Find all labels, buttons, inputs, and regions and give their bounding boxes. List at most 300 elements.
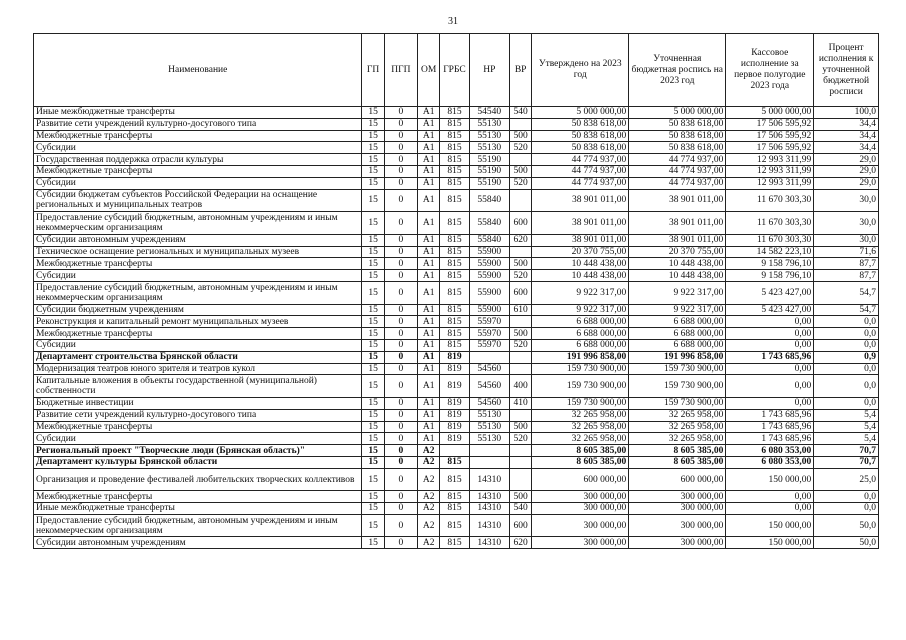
cell-om: A2 <box>418 514 440 537</box>
cell-pgp: 0 <box>384 514 417 537</box>
cell-om: A1 <box>418 316 440 328</box>
cell-np: 14310 <box>469 537 509 549</box>
cell-approved: 20 370 755,00 <box>532 246 629 258</box>
table-row <box>34 316 879 328</box>
cell-grbs: 815 <box>440 537 469 549</box>
cell-pgp: 0 <box>384 397 417 409</box>
cell-vr: 600 <box>510 212 532 235</box>
cell-refined: 8 605 385,00 <box>629 445 726 457</box>
cell-approved: 300 000,00 <box>532 537 629 549</box>
cell-np: 55190 <box>469 154 509 166</box>
table-row <box>34 339 879 351</box>
cell-percent: 30,0 <box>814 234 879 246</box>
cell-refined: 6 688 000,00 <box>629 316 726 328</box>
cell-gp: 15 <box>362 304 384 316</box>
header-name: Наименование <box>34 34 362 107</box>
table-row <box>34 397 879 409</box>
cell-vr: 610 <box>510 304 532 316</box>
cell-np: 14310 <box>469 468 509 491</box>
cell-pgp: 0 <box>384 537 417 549</box>
cell-om: A1 <box>418 397 440 409</box>
cell-approved: 159 730 900,00 <box>532 375 629 398</box>
table-row <box>34 433 879 445</box>
cell-om: A1 <box>418 212 440 235</box>
cell-vr: 500 <box>510 491 532 503</box>
cell-cash: 0,00 <box>726 375 814 398</box>
cell-vr <box>510 246 532 258</box>
cell-percent: 87,7 <box>814 258 879 270</box>
cell-gp: 15 <box>362 316 384 328</box>
cell-pgp: 0 <box>384 456 417 468</box>
cell-om: A1 <box>418 328 440 340</box>
cell-vr: 600 <box>510 281 532 304</box>
cell-cash: 5 000 000,00 <box>726 107 814 119</box>
header-gp: ГП <box>362 34 384 107</box>
cell-cash: 150 000,00 <box>726 468 814 491</box>
cell-grbs: 815 <box>440 468 469 491</box>
cell-cash: 150 000,00 <box>726 514 814 537</box>
cell-grbs: 815 <box>440 503 469 515</box>
cell-pgp: 0 <box>384 270 417 282</box>
cell-refined: 20 370 755,00 <box>629 246 726 258</box>
cell-grbs: 815 <box>440 142 469 154</box>
cell-grbs <box>440 445 469 457</box>
cell-approved: 50 838 618,00 <box>532 130 629 142</box>
cell-vr: 500 <box>510 328 532 340</box>
cell-refined: 8 605 385,00 <box>629 456 726 468</box>
cell-name: Межбюджетные трансферты <box>34 130 362 142</box>
cell-percent: 30,0 <box>814 189 879 212</box>
cell-vr <box>510 154 532 166</box>
cell-name: Развитие сети учреждений культурно-досугового типа <box>34 409 362 421</box>
cell-name: Реконструкция и капитальный ремонт муниципальных музеев <box>34 316 362 328</box>
cell-refined: 600 000,00 <box>629 468 726 491</box>
cell-pgp: 0 <box>384 212 417 235</box>
cell-refined: 9 922 317,00 <box>629 281 726 304</box>
cell-np: 54540 <box>469 107 509 119</box>
cell-grbs: 815 <box>440 154 469 166</box>
cell-om: A1 <box>418 154 440 166</box>
cell-approved: 300 000,00 <box>532 514 629 537</box>
cell-gp: 15 <box>362 339 384 351</box>
header-np: НР <box>469 34 509 107</box>
cell-name: Субсидии автономным учреждениям <box>34 234 362 246</box>
cell-om: A2 <box>418 445 440 457</box>
cell-approved: 44 774 937,00 <box>532 154 629 166</box>
cell-cash: 17 506 595,92 <box>726 130 814 142</box>
cell-refined: 50 838 618,00 <box>629 130 726 142</box>
cell-np: 55840 <box>469 234 509 246</box>
cell-percent: 0,0 <box>814 328 879 340</box>
cell-approved: 32 265 958,00 <box>532 433 629 445</box>
cell-om: A2 <box>418 491 440 503</box>
cell-percent: 34,4 <box>814 142 879 154</box>
cell-vr: 500 <box>510 165 532 177</box>
cell-gp: 15 <box>362 165 384 177</box>
cell-np: 55190 <box>469 165 509 177</box>
cell-grbs: 815 <box>440 281 469 304</box>
cell-refined: 300 000,00 <box>629 503 726 515</box>
cell-np: 55130 <box>469 433 509 445</box>
table-row <box>34 514 879 537</box>
cell-vr <box>510 363 532 375</box>
cell-vr <box>510 118 532 130</box>
cell-percent: 0,0 <box>814 363 879 375</box>
table-row <box>34 409 879 421</box>
cell-om: A1 <box>418 375 440 398</box>
cell-cash: 6 080 353,00 <box>726 445 814 457</box>
header-grbs: ГРБС <box>440 34 469 107</box>
cell-om: A1 <box>418 118 440 130</box>
cell-approved: 5 000 000,00 <box>532 107 629 119</box>
cell-gp: 15 <box>362 189 384 212</box>
cell-percent: 5,4 <box>814 409 879 421</box>
cell-grbs: 819 <box>440 351 469 363</box>
table-row <box>34 363 879 375</box>
cell-refined: 159 730 900,00 <box>629 375 726 398</box>
header-om: ОМ <box>418 34 440 107</box>
cell-name: Межбюджетные трансферты <box>34 421 362 433</box>
cell-grbs: 815 <box>440 246 469 258</box>
cell-vr <box>510 456 532 468</box>
cell-grbs: 815 <box>440 234 469 246</box>
cell-gp: 15 <box>362 107 384 119</box>
cell-grbs: 815 <box>440 118 469 130</box>
cell-percent: 70,7 <box>814 445 879 457</box>
cell-pgp: 0 <box>384 375 417 398</box>
cell-np: 55900 <box>469 281 509 304</box>
cell-pgp: 0 <box>384 445 417 457</box>
cell-percent: 50,0 <box>814 514 879 537</box>
cell-gp: 15 <box>362 456 384 468</box>
cell-grbs: 815 <box>440 165 469 177</box>
table-row <box>34 537 879 549</box>
cell-pgp: 0 <box>384 433 417 445</box>
cell-pgp: 0 <box>384 409 417 421</box>
cell-np: 14310 <box>469 491 509 503</box>
cell-gp: 15 <box>362 246 384 258</box>
cell-name: Предоставление субсидий бюджетным, автономным учреждениям и иным некоммерческим организациям <box>34 212 362 235</box>
cell-gp: 15 <box>362 281 384 304</box>
cell-percent: 50,0 <box>814 537 879 549</box>
cell-percent: 0,0 <box>814 375 879 398</box>
table-row <box>34 142 879 154</box>
cell-approved: 10 448 438,00 <box>532 258 629 270</box>
cell-refined: 300 000,00 <box>629 514 726 537</box>
cell-cash: 1 743 685,96 <box>726 409 814 421</box>
table-row <box>34 177 879 189</box>
cell-np: 55840 <box>469 189 509 212</box>
cell-approved: 10 448 438,00 <box>532 270 629 282</box>
cell-vr: 540 <box>510 107 532 119</box>
cell-approved: 600 000,00 <box>532 468 629 491</box>
cell-gp: 15 <box>362 130 384 142</box>
cell-refined: 10 448 438,00 <box>629 270 726 282</box>
cell-om: A1 <box>418 270 440 282</box>
cell-approved: 6 688 000,00 <box>532 328 629 340</box>
cell-approved: 159 730 900,00 <box>532 397 629 409</box>
cell-refined: 50 838 618,00 <box>629 142 726 154</box>
cell-name: Межбюджетные трансферты <box>34 258 362 270</box>
cell-pgp: 0 <box>384 316 417 328</box>
table-row <box>34 107 879 119</box>
cell-np <box>469 456 509 468</box>
cell-vr: 520 <box>510 270 532 282</box>
cell-vr: 620 <box>510 537 532 549</box>
cell-name: Субсидии <box>34 433 362 445</box>
table-row <box>34 468 879 491</box>
cell-approved: 6 688 000,00 <box>532 316 629 328</box>
cell-percent: 25,0 <box>814 468 879 491</box>
cell-approved: 9 922 317,00 <box>532 304 629 316</box>
cell-name: Субсидии бюджетам субъектов Российской Федерации на оснащение региональных и муниципальных театров <box>34 189 362 212</box>
cell-pgp: 0 <box>384 351 417 363</box>
cell-cash: 12 993 311,99 <box>726 154 814 166</box>
cell-grbs: 815 <box>440 491 469 503</box>
cell-refined: 10 448 438,00 <box>629 258 726 270</box>
cell-gp: 15 <box>362 491 384 503</box>
cell-refined: 159 730 900,00 <box>629 397 726 409</box>
cell-name: Департамент строительства Брянской области <box>34 351 362 363</box>
cell-vr: 520 <box>510 142 532 154</box>
cell-name: Субсидии автономным учреждениям <box>34 537 362 549</box>
cell-approved: 300 000,00 <box>532 491 629 503</box>
cell-gp: 15 <box>362 421 384 433</box>
table-body <box>34 107 879 549</box>
cell-cash: 9 158 796,10 <box>726 270 814 282</box>
cell-np: 54560 <box>469 363 509 375</box>
cell-percent: 87,7 <box>814 270 879 282</box>
table-row <box>34 258 879 270</box>
cell-percent: 34,4 <box>814 118 879 130</box>
cell-percent: 0,0 <box>814 339 879 351</box>
cell-name: Региональный проект "Творческие люди (Брянская область)" <box>34 445 362 457</box>
cell-approved: 32 265 958,00 <box>532 409 629 421</box>
cell-cash: 0,00 <box>726 328 814 340</box>
cell-cash: 14 582 223,10 <box>726 246 814 258</box>
cell-name: Организация и проведение фестивалей любительских творческих коллективов <box>34 468 362 491</box>
cell-name: Департамент культуры Брянской области <box>34 456 362 468</box>
cell-approved: 191 996 858,00 <box>532 351 629 363</box>
header-refined: Уточненная бюджетная роспись на 2023 год <box>629 34 726 107</box>
cell-name: Государственная поддержка отрасли культуры <box>34 154 362 166</box>
cell-om: A1 <box>418 142 440 154</box>
cell-pgp: 0 <box>384 491 417 503</box>
cell-grbs: 815 <box>440 316 469 328</box>
table-row <box>34 154 879 166</box>
cell-cash: 150 000,00 <box>726 537 814 549</box>
cell-np: 55900 <box>469 270 509 282</box>
cell-percent: 29,0 <box>814 165 879 177</box>
cell-vr: 520 <box>510 177 532 189</box>
cell-refined: 9 922 317,00 <box>629 304 726 316</box>
cell-percent: 0,0 <box>814 397 879 409</box>
cell-grbs: 819 <box>440 363 469 375</box>
cell-refined: 38 901 011,00 <box>629 189 726 212</box>
cell-vr <box>510 468 532 491</box>
cell-pgp: 0 <box>384 328 417 340</box>
cell-refined: 38 901 011,00 <box>629 212 726 235</box>
cell-om: A1 <box>418 421 440 433</box>
cell-gp: 15 <box>362 351 384 363</box>
cell-grbs: 819 <box>440 433 469 445</box>
cell-vr: 620 <box>510 234 532 246</box>
cell-name: Капитальные вложения в объекты государственной (муниципальной) собственности <box>34 375 362 398</box>
cell-vr: 500 <box>510 421 532 433</box>
cell-cash: 5 423 427,00 <box>726 304 814 316</box>
cell-gp: 15 <box>362 258 384 270</box>
cell-om: A1 <box>418 107 440 119</box>
cell-grbs: 815 <box>440 189 469 212</box>
cell-pgp: 0 <box>384 234 417 246</box>
cell-name: Субсидии <box>34 177 362 189</box>
cell-percent: 0,9 <box>814 351 879 363</box>
cell-grbs: 815 <box>440 328 469 340</box>
cell-cash: 17 506 595,92 <box>726 142 814 154</box>
cell-vr: 410 <box>510 397 532 409</box>
table-row <box>34 503 879 515</box>
cell-vr: 520 <box>510 433 532 445</box>
cell-vr: 540 <box>510 503 532 515</box>
cell-gp: 15 <box>362 328 384 340</box>
cell-refined: 44 774 937,00 <box>629 154 726 166</box>
cell-grbs: 815 <box>440 456 469 468</box>
cell-grbs: 815 <box>440 258 469 270</box>
cell-approved: 32 265 958,00 <box>532 421 629 433</box>
cell-refined: 44 774 937,00 <box>629 165 726 177</box>
cell-pgp: 0 <box>384 421 417 433</box>
cell-np: 55970 <box>469 339 509 351</box>
cell-percent: 54,7 <box>814 281 879 304</box>
cell-percent: 0,0 <box>814 503 879 515</box>
cell-cash: 1 743 685,96 <box>726 351 814 363</box>
cell-gp: 15 <box>362 375 384 398</box>
cell-np <box>469 445 509 457</box>
cell-percent: 0,0 <box>814 491 879 503</box>
cell-pgp: 0 <box>384 130 417 142</box>
cell-approved: 8 605 385,00 <box>532 445 629 457</box>
cell-name: Субсидии бюджетным учреждениям <box>34 304 362 316</box>
cell-np: 14310 <box>469 503 509 515</box>
table-row <box>34 421 879 433</box>
cell-gp: 15 <box>362 537 384 549</box>
cell-name: Предоставление субсидий бюджетным, автономным учреждениям и иным некоммерческим организациям <box>34 281 362 304</box>
cell-grbs: 815 <box>440 270 469 282</box>
cell-cash: 1 743 685,96 <box>726 421 814 433</box>
cell-cash: 12 993 311,99 <box>726 177 814 189</box>
cell-approved: 38 901 011,00 <box>532 234 629 246</box>
page-number: 31 <box>448 16 458 27</box>
cell-name: Межбюджетные трансферты <box>34 165 362 177</box>
cell-pgp: 0 <box>384 177 417 189</box>
cell-cash: 0,00 <box>726 491 814 503</box>
table-row <box>34 351 879 363</box>
cell-percent: 29,0 <box>814 154 879 166</box>
cell-name: Субсидии <box>34 339 362 351</box>
cell-np: 55130 <box>469 118 509 130</box>
cell-np: 55970 <box>469 316 509 328</box>
cell-np: 55900 <box>469 258 509 270</box>
cell-approved: 44 774 937,00 <box>532 177 629 189</box>
cell-pgp: 0 <box>384 363 417 375</box>
cell-vr <box>510 409 532 421</box>
cell-pgp: 0 <box>384 118 417 130</box>
cell-refined: 38 901 011,00 <box>629 234 726 246</box>
cell-np: 55130 <box>469 421 509 433</box>
cell-name: Модернизация театров юного зрителя и театров кукол <box>34 363 362 375</box>
cell-np: 55970 <box>469 328 509 340</box>
cell-percent: 71,6 <box>814 246 879 258</box>
cell-gp: 15 <box>362 433 384 445</box>
cell-om: A1 <box>418 281 440 304</box>
cell-cash: 1 743 685,96 <box>726 433 814 445</box>
cell-om: A1 <box>418 189 440 212</box>
cell-om: A1 <box>418 433 440 445</box>
cell-approved: 9 922 317,00 <box>532 281 629 304</box>
cell-cash: 17 506 595,92 <box>726 118 814 130</box>
cell-pgp: 0 <box>384 468 417 491</box>
cell-refined: 191 996 858,00 <box>629 351 726 363</box>
cell-refined: 44 774 937,00 <box>629 177 726 189</box>
cell-grbs: 815 <box>440 107 469 119</box>
cell-approved: 6 688 000,00 <box>532 339 629 351</box>
cell-approved: 50 838 618,00 <box>532 142 629 154</box>
cell-np: 54560 <box>469 375 509 398</box>
cell-refined: 300 000,00 <box>629 537 726 549</box>
cell-name: Бюджетные инвестиции <box>34 397 362 409</box>
cell-om: A2 <box>418 537 440 549</box>
cell-percent: 0,0 <box>814 316 879 328</box>
cell-cash: 5 423 427,00 <box>726 281 814 304</box>
cell-refined: 32 265 958,00 <box>629 433 726 445</box>
cell-refined: 6 688 000,00 <box>629 339 726 351</box>
cell-name: Предоставление субсидий бюджетным, автономным учреждениям и иным некоммерческим организациям <box>34 514 362 537</box>
cell-om: A1 <box>418 130 440 142</box>
cell-cash: 0,00 <box>726 316 814 328</box>
cell-pgp: 0 <box>384 339 417 351</box>
cell-om: A2 <box>418 468 440 491</box>
table-row <box>34 445 879 457</box>
cell-name: Межбюджетные трансферты <box>34 328 362 340</box>
cell-gp: 15 <box>362 503 384 515</box>
cell-grbs: 815 <box>440 130 469 142</box>
cell-grbs: 815 <box>440 212 469 235</box>
cell-approved: 159 730 900,00 <box>532 363 629 375</box>
table-row <box>34 165 879 177</box>
cell-name: Субсидии <box>34 270 362 282</box>
cell-grbs: 815 <box>440 177 469 189</box>
cell-percent: 30,0 <box>814 212 879 235</box>
cell-pgp: 0 <box>384 503 417 515</box>
cell-grbs: 819 <box>440 409 469 421</box>
cell-grbs: 819 <box>440 375 469 398</box>
cell-pgp: 0 <box>384 165 417 177</box>
table-row <box>34 189 879 212</box>
cell-gp: 15 <box>362 445 384 457</box>
cell-vr <box>510 189 532 212</box>
cell-pgp: 0 <box>384 281 417 304</box>
cell-om: A1 <box>418 409 440 421</box>
cell-gp: 15 <box>362 363 384 375</box>
cell-cash: 0,00 <box>726 397 814 409</box>
cell-name: Иные межбюджетные трансферты <box>34 107 362 119</box>
cell-refined: 6 688 000,00 <box>629 328 726 340</box>
cell-refined: 50 838 618,00 <box>629 118 726 130</box>
cell-refined: 32 265 958,00 <box>629 409 726 421</box>
cell-gp: 15 <box>362 212 384 235</box>
cell-om: A1 <box>418 258 440 270</box>
cell-pgp: 0 <box>384 304 417 316</box>
